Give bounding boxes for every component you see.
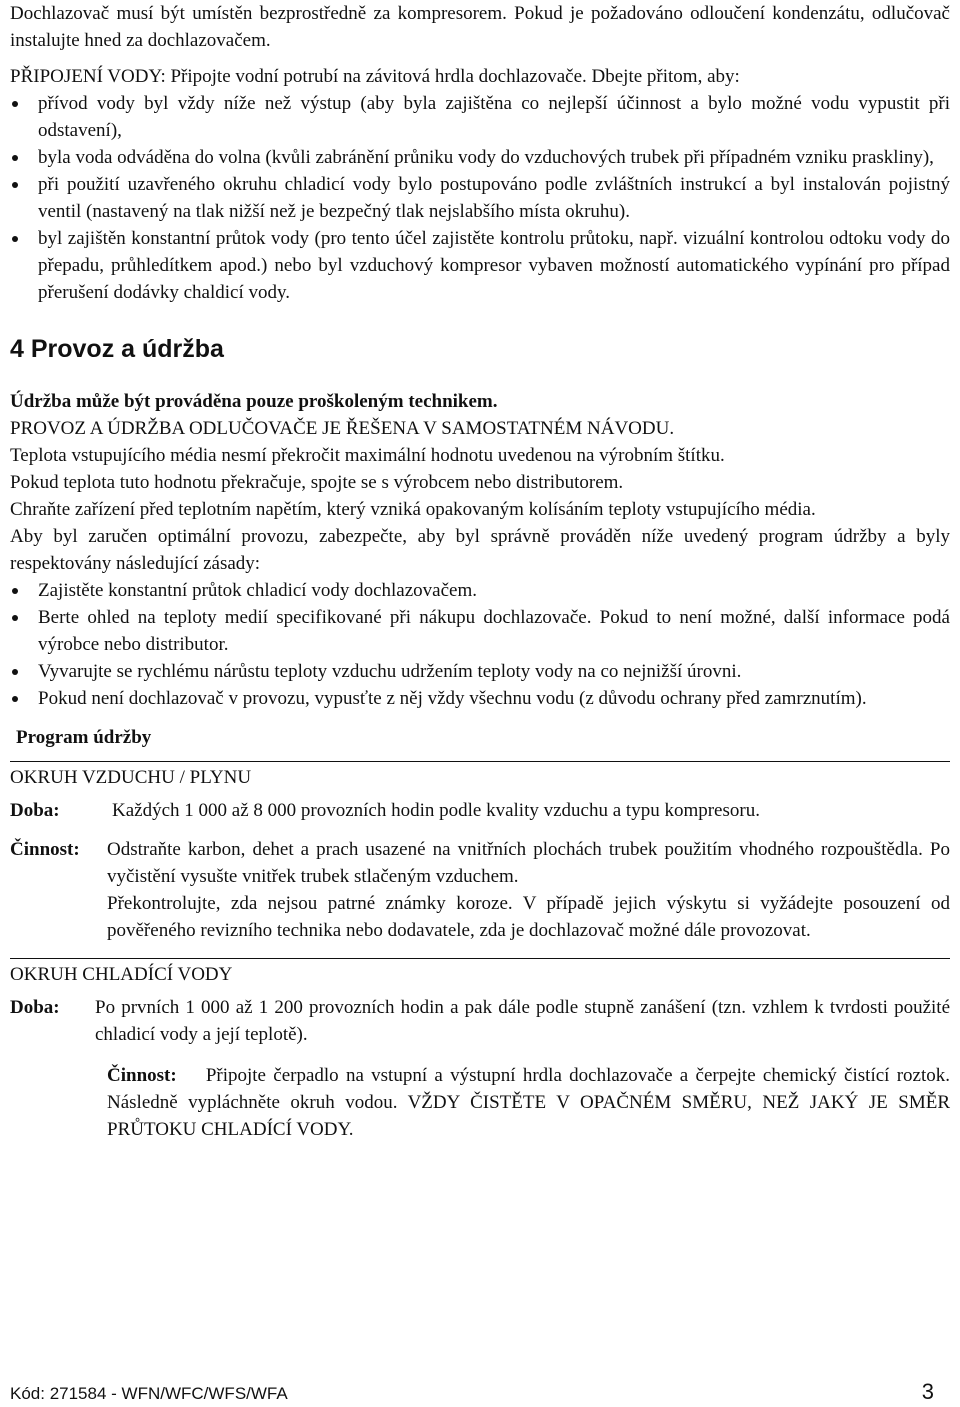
doba-text: Každých 1 000 až 8 000 provozních hodin podle kvality vzduchu a typu kompresoru. (112, 800, 760, 821)
program-title: Program údržby (16, 727, 152, 748)
temperature-limit-paragraph: Teplota vstupujícího média nesmí překročit maximální hodnotu uvedenou na výrobním štítku. (10, 445, 725, 466)
list-item: přívod vody byl vždy níže než výstup (aby byla zajištěna co nejlepší účinnost a bylo možné vodu vypustit při odstavení), (10, 90, 950, 144)
list-item: byl zajištěn konstantní průtok vody (pro tento účel zajistěte kontrolu průtoku, např. vizuální kontrolou odtoku vody do přepadu, průhledítkem apod.) nebo byl vzduchový kompresor vybaven možností automatického vypínání pro případ přerušení dodávky chaldicí vody. (10, 225, 950, 306)
doba-label: Doba: (10, 997, 60, 1018)
air-doba-row (10, 797, 950, 824)
water-requirements-list (10, 90, 950, 306)
doba-text: Po prvních 1 000 až 1 200 provozních hodin a pak dále podle stupně zanášení (tzn. vzhlem k tvrdosti použité chladicí vody a její teplotě). (95, 997, 950, 1045)
cinnost-label: Činnost: (10, 839, 80, 860)
air-cinnost-row (10, 836, 950, 944)
document-page (10, 0, 950, 1143)
separate-manual-note: PROVOZ A ÚDRŽBA ODLUČOVAČE JE ŘEŠENA V SAMOSTATNÉM NÁVODU. (10, 418, 675, 439)
cinnost-label: Činnost: (107, 1065, 177, 1086)
intro-paragraph: Dochlazovač musí být umístěn bezprostředně za kompresorem. Pokud je požadováno odloučení kondenzátu, odlučovač instalujte hned za dochlazovačem. (10, 3, 950, 51)
doba-label: Doba: (10, 800, 60, 821)
contact-manufacturer-paragraph: Pokud teplota tuto hodnotu překračuje, spojte se s výrobcem nebo distributorem. (10, 472, 624, 493)
page-number: 3 (921, 1379, 934, 1404)
water-doba-row (10, 994, 950, 1048)
cinnost-text: Připojte čerpadlo na vstupní a výstupní hrdla dochlazovače a čerpejte chemický čistící roztok. Následně vypláchněte okruh vodou. VŽDY ČISTĚTE V OPAČNÉM SMĚRU, NEŽ JAKÝ JE SMĚR PRŮTOKU CHLADÍCÍ VODY. (107, 1065, 951, 1140)
document-code: Kód: 271584 - WFN/WFC/WFS/WFA (10, 1384, 288, 1403)
water-cinnost-row (10, 1062, 950, 1143)
list-item: byla voda odváděna do volna (kvůli zabránění průniku vody do vzduchových trubek při případném vzniku praskliny), (10, 144, 950, 171)
air-circuit-title: OKRUH VZDUCHU / PLYNU (10, 761, 950, 791)
list-item: Vyvarujte se rychlému nárůstu teploty vzduchu udržením teploty vody na co nejnižší úrovni. (10, 658, 950, 685)
cinnost-text-continued: Překontrolujte, zda nejsou patrné známky koroze. V případě jejich výskytu si vyžádejte posouzení od pověřeného revizního technika nebo dodavatele, zda je dochlazovač možné dále provozovat. (107, 893, 950, 941)
principles-list (10, 577, 950, 712)
list-item: Berte ohled na teploty medií specifikované při nákupu dochlazovače. Pokud to není možné, další informace podá výrobce nebo distributor. (10, 604, 950, 658)
water-connection-paragraph: PŘIPOJENÍ VODY: Připojte vodní potrubí na závitová hrdla dochlazovače. Dbejte přitom, aby: (10, 66, 740, 87)
cinnost-text: Odstraňte karbon, dehet a prach usazené na vnitřních plochách trubek použitím vhodného rozpouštědla. Po vyčistění vysušte vnitřek trubek stlačeným vzduchem. (107, 839, 950, 887)
list-item: Pokud není dochlazovač v provozu, vypusťte z něj vždy všechnu vodu (z důvodu ochrany před zamrznutím). (10, 685, 950, 712)
section-heading: 4 Provoz a údržba (10, 335, 224, 363)
list-item: při použití uzavřeného okruhu chladicí vody bylo postupováno podle zvláštních instrukcí a byl instalován pojistný ventil (nastavený na tlak nižší než je bezpečný tlak nejslabšího místa okruhu). (10, 171, 950, 225)
maintenance-program-intro: Aby byl zaručen optimální provozu, zabezpečte, aby byl správně prováděn níže uvedený program údržby a byly respektovány následující zásady: (10, 526, 950, 574)
maintenance-warning: Údržba může být prováděna pouze proškoleným technikem. (10, 391, 498, 412)
list-item: Zajistěte konstantní průtok chladicí vody dochlazovačem. (10, 577, 950, 604)
water-circuit-title: OKRUH CHLADÍCÍ VODY (10, 958, 950, 988)
page-footer (10, 1378, 934, 1407)
thermal-stress-paragraph: Chraňte zařízení před teplotním napětím, který vzniká opakovaným kolísáním teploty vstupujícího média. (10, 499, 816, 520)
cinnost-paragraph (107, 1062, 950, 1143)
